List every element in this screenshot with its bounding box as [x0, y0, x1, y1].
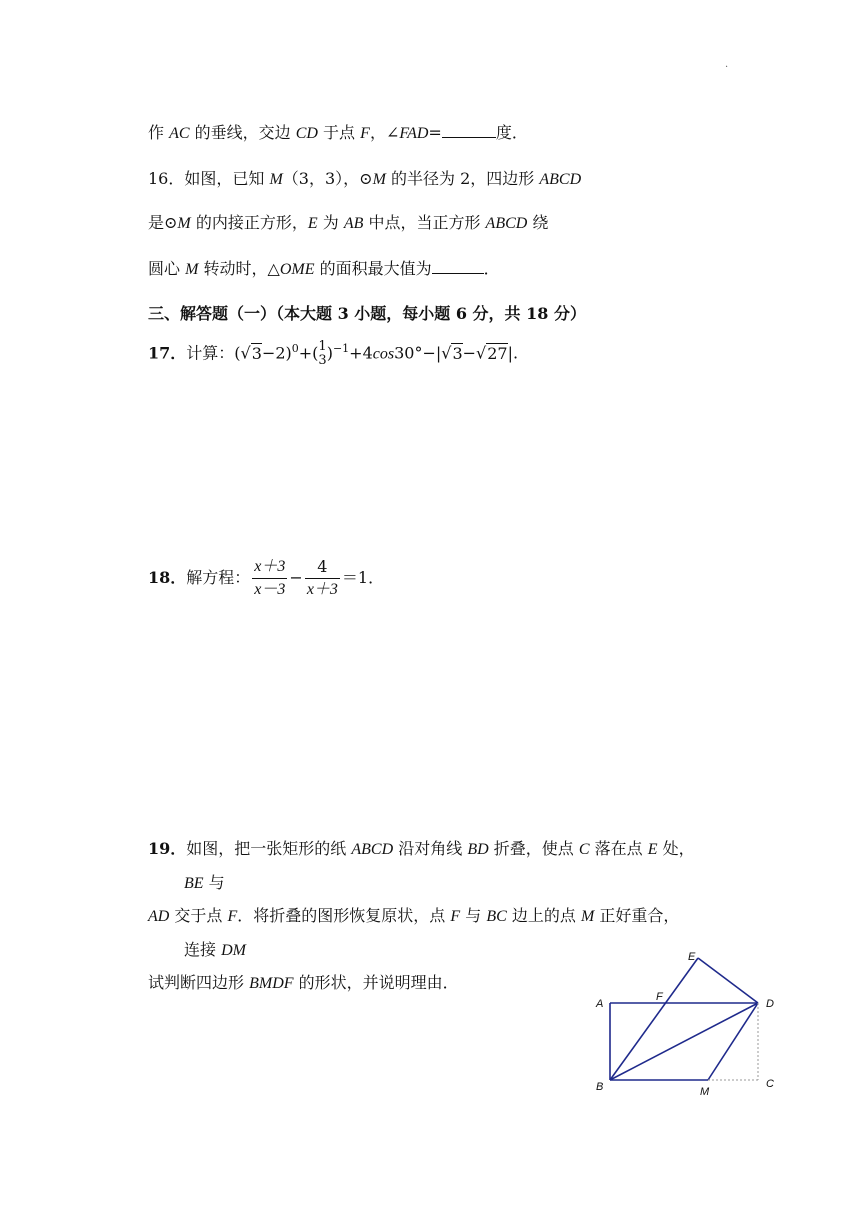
- text: 落在点: [589, 839, 648, 858]
- math: ＝1．: [341, 568, 385, 587]
- text: 是⊙: [148, 213, 178, 232]
- var: F: [360, 125, 370, 142]
- text: 的内接正方形，: [190, 213, 308, 232]
- question-number: 19．: [148, 839, 187, 858]
- text: 的形状，并说明理由．: [293, 973, 459, 992]
- q16-line3: [148, 256, 500, 279]
- q16-line1: [148, 166, 581, 189]
- text: 试判断四边形: [148, 973, 250, 992]
- numerator: x＋3: [252, 556, 287, 579]
- segment-BE: [610, 958, 698, 1080]
- label-B: B: [596, 1081, 604, 1093]
- var: BMDF: [249, 975, 294, 992]
- text: 16．如图，已知: [148, 169, 270, 188]
- text: 正好重合，: [594, 906, 680, 925]
- text: 交于点: [169, 906, 228, 925]
- var: AC: [169, 125, 190, 142]
- answer-blank[interactable]: [442, 123, 496, 138]
- math: (: [234, 343, 241, 363]
- var: AD: [148, 908, 170, 925]
- label-F: F: [656, 991, 663, 1003]
- text: 的垂线，交边: [189, 123, 296, 142]
- var: FAD: [399, 125, 429, 142]
- fraction: [252, 556, 287, 601]
- q15-continuation: [148, 120, 528, 143]
- text: 边上的点: [506, 906, 581, 925]
- math: −2): [261, 343, 292, 363]
- text: （3，3），⊙: [282, 169, 373, 188]
- answer-blank[interactable]: [432, 259, 484, 274]
- var: ABCD: [539, 171, 582, 188]
- text: 处，: [657, 839, 695, 858]
- exponent: 0: [291, 342, 299, 356]
- cos-function: cos: [372, 345, 395, 363]
- var: F: [227, 908, 238, 925]
- radicand: 3: [251, 343, 262, 363]
- text: 与: [203, 873, 225, 892]
- text: 作: [148, 123, 170, 142]
- var: BD: [467, 841, 489, 858]
- var: M: [269, 171, 283, 188]
- var: M: [372, 171, 386, 188]
- text: 计算：: [186, 343, 235, 363]
- text: =: [428, 123, 442, 142]
- fraction: [305, 556, 340, 601]
- fraction: [318, 340, 326, 368]
- var: CD: [295, 125, 318, 142]
- math: 30°−|: [394, 343, 442, 363]
- rectangle-fold-figure: [580, 940, 800, 1100]
- math: |.: [507, 343, 519, 363]
- math: +4: [349, 343, 373, 363]
- text: 于点: [317, 123, 361, 142]
- segment-MD: [708, 1003, 758, 1080]
- q18: [148, 556, 384, 601]
- var: F: [450, 908, 461, 925]
- text: 圆心: [148, 259, 186, 278]
- var: C: [578, 841, 590, 858]
- denominator: 3: [318, 353, 327, 368]
- text: ．: [483, 259, 500, 278]
- var: OME: [279, 261, 315, 278]
- var: ABCD: [485, 215, 528, 232]
- math: −: [289, 568, 303, 587]
- q19-line4: [184, 937, 246, 960]
- text: 折叠，使点: [488, 839, 579, 858]
- text: 与: [460, 906, 487, 925]
- text: 如图，把一张矩形的纸: [186, 839, 352, 858]
- q19-line3: [148, 903, 679, 926]
- var: M: [581, 908, 595, 925]
- q17: 17．计算：$(√3-2)^0+$( 1 3 )$^{-1}$+4cos30°−|√3−√27|.: [148, 339, 519, 368]
- text: 的半径为 2，四边形: [385, 169, 540, 188]
- label-E: E: [688, 951, 696, 963]
- corner-marker: ·: [725, 62, 729, 73]
- text: 沿对角线: [393, 839, 468, 858]
- text: 绕: [527, 213, 549, 232]
- text: 的面积最大值为: [314, 259, 432, 278]
- exponent: −1: [332, 342, 350, 356]
- text: ，∠: [369, 123, 400, 142]
- label-M: M: [700, 1086, 710, 1098]
- label-A: A: [596, 998, 604, 1010]
- segment-BD: [610, 1003, 758, 1080]
- text: 度．: [495, 123, 528, 142]
- q19-line5: [148, 970, 459, 993]
- math: +(: [298, 343, 319, 363]
- section-heading: 三、解答题（一）（本大题 3 小题，每小题 6 分，共 18 分）: [148, 304, 586, 323]
- text: 转动时，△: [198, 259, 280, 278]
- text: 解方程：: [186, 568, 251, 587]
- radicand: 3: [452, 343, 463, 363]
- question-number: 17．: [148, 343, 187, 363]
- label-D: D: [766, 998, 774, 1010]
- numerator: 1: [318, 339, 327, 354]
- q19-line2: [184, 870, 225, 893]
- segment-ED: [698, 958, 758, 1003]
- text: 为: [317, 213, 344, 232]
- var: E: [647, 841, 658, 858]
- var: DM: [221, 942, 246, 959]
- var: BC: [486, 908, 507, 925]
- var: E: [307, 215, 318, 232]
- math: −: [462, 343, 477, 363]
- q16-line2: [148, 210, 548, 233]
- math: ): [326, 343, 333, 363]
- text: ．将折叠的图形恢复原状，点: [237, 906, 451, 925]
- q19-line1: [148, 836, 695, 859]
- radicand: 27: [487, 343, 508, 363]
- text: 中点，当正方形: [363, 213, 486, 232]
- var: M: [177, 215, 191, 232]
- label-C: C: [766, 1078, 774, 1090]
- var: AB: [343, 215, 364, 232]
- var: M: [185, 261, 199, 278]
- denominator: x－3: [254, 581, 286, 598]
- question-number: 18．: [148, 568, 187, 587]
- denominator: x＋3: [306, 581, 338, 598]
- numerator: 4: [305, 556, 340, 579]
- var: BE: [184, 875, 204, 892]
- text: 连接: [184, 940, 222, 959]
- var: ABCD: [351, 841, 394, 858]
